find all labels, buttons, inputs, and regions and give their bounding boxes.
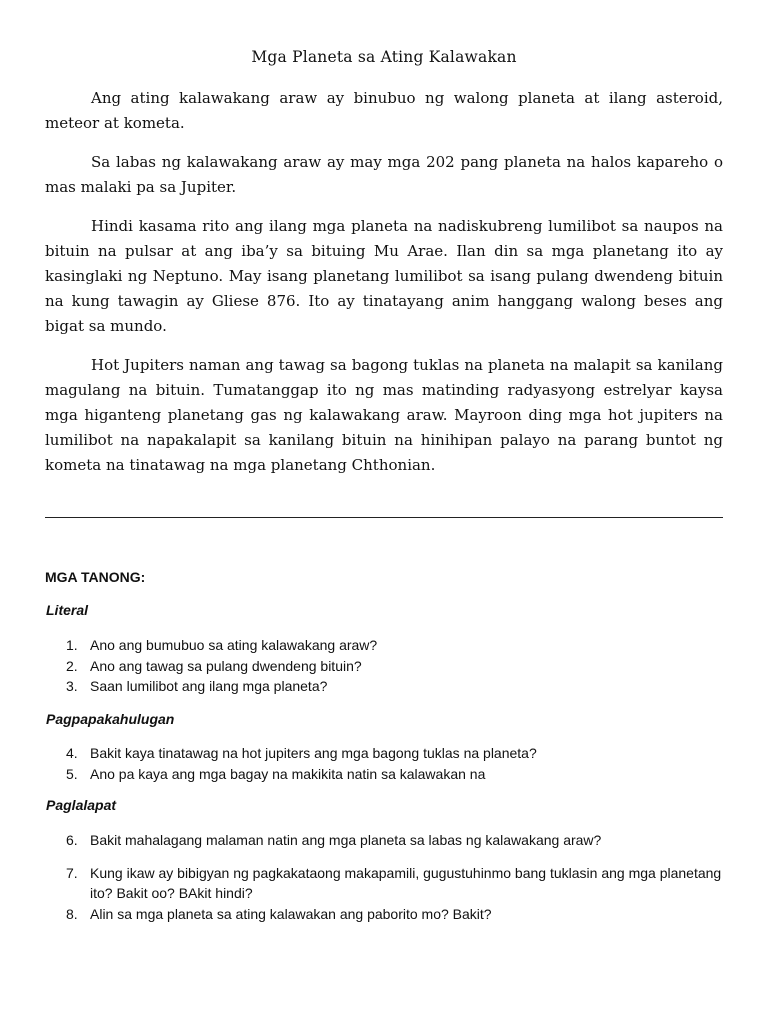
- question-number: 7.: [66, 864, 78, 881]
- question-text: Ano pa kaya ang mga bagay na makikita natin sa kalawakan na: [90, 765, 486, 782]
- question-list-literal: [46, 635, 726, 697]
- question-item: [46, 863, 726, 904]
- question-number: 3.: [66, 678, 78, 694]
- question-item: [46, 656, 726, 677]
- document-title: Mga Planeta sa Ating Kalawakan: [251, 48, 517, 66]
- question-text: Kung ikaw ay bibigyan ng pagkakataong makapamili, gugustuhinmo bang tuklasin ang mga planetang ito? Bakit oo? BAkit hindi?: [90, 864, 722, 901]
- question-number: 1.: [66, 637, 78, 653]
- question-item: [46, 904, 726, 925]
- section-label-paglalapat: Paglalapat: [46, 797, 117, 813]
- question-text: Bakit mahalagang malaman natin ang mga planeta sa labas ng kalawakang araw?: [90, 832, 602, 848]
- section-label-pagpapakahulugan: Pagpapakahulugan: [46, 711, 175, 727]
- question-text: Ano ang bumubuo sa ating kalawakang araw?: [90, 637, 378, 653]
- question-list-pagpapakahulugan: [46, 743, 726, 784]
- question-text: Saan lumilibot ang ilang mga planeta?: [90, 678, 328, 694]
- questions-heading: MGA TANONG:: [45, 569, 146, 585]
- section-divider: [45, 517, 723, 518]
- question-number: 8.: [66, 905, 78, 922]
- question-number: 6.: [66, 832, 78, 848]
- question-list-paglalapat: [46, 830, 726, 924]
- question-text: Ano ang tawag sa pulang dwendeng bituin?: [90, 657, 362, 674]
- section-label-literal: Literal: [46, 602, 89, 618]
- question-number: 2.: [66, 657, 78, 674]
- question-item: [46, 830, 726, 851]
- question-item: [46, 635, 726, 656]
- paragraph: Ang ating kalawakang araw ay binubuo ng walong planeta at ilang asteroid, meteor at kometa.: [45, 89, 723, 132]
- question-text: Alin sa mga planeta sa ating kalawakan ang paborito mo? Bakit?: [90, 905, 492, 922]
- question-text: Bakit kaya tinatawag na hot jupiters ang mga bagong tuklas na planeta?: [90, 745, 537, 761]
- question-number: 4.: [66, 745, 78, 761]
- reading-passage: [45, 86, 723, 492]
- paragraph: Hindi kasama rito ang ilang mga planeta na nadiskubreng lumilibot sa naupos na bituin na pulsar at ang iba’y sa bituing Mu Arae. Ilan din sa mga planetang ito ay kasinglaki ng Neptuno. May isang planetang lumilibot sa isang pulang dwendeng bituin na kung tawagin ay Gliese 876. Ito ay tinatayang anim hanggang walong beses ang bigat sa mundo.: [45, 217, 723, 335]
- question-item: [46, 743, 726, 764]
- paragraph: Hot Jupiters naman ang tawag sa bagong tuklas na planeta na malapit sa kanilang magulang na bituin. Tumatanggap ito ng mas matinding radyasyong estrelyar kaysa mga higanteng planetang gas ng kalawakang araw. Mayroon ding mga hot jupiters na lumilibot na napakalapit sa kanilang bituin na hinihipan palayo na parang buntot ng kometa na tinatawag na mga planetang Chthonian.: [45, 356, 723, 474]
- paragraph: Sa labas ng kalawakang araw ay may mga 202 pang planeta na halos kapareho o mas malaki pa sa Jupiter.: [45, 153, 723, 196]
- question-item: [46, 676, 726, 697]
- question-item: [46, 764, 726, 785]
- question-number: 5.: [66, 765, 78, 782]
